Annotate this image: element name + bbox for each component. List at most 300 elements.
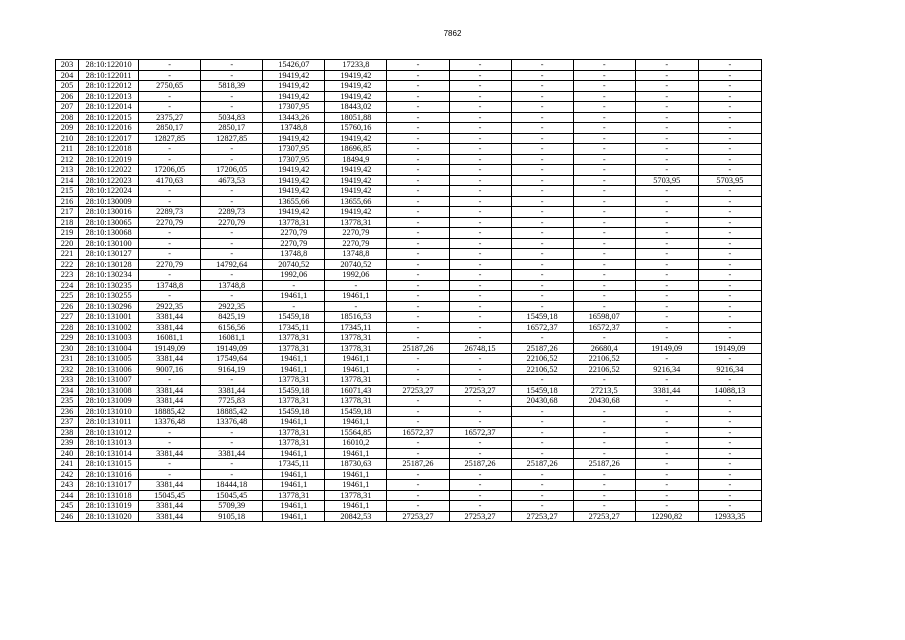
table-row (56, 280, 762, 291)
cell-value-col-4: 3381,44 (201, 385, 263, 396)
cell-cadastral-number: 28:10:131002 (79, 322, 139, 333)
cell-value-col-7: - (387, 112, 449, 123)
cell-value-col-3: 3381,44 (139, 354, 201, 365)
cell-value-col-8: - (449, 175, 511, 186)
cadastral-value-table (55, 59, 762, 522)
table-row (56, 228, 762, 239)
cell-value-col-6: 13778,31 (325, 396, 387, 407)
cell-value-col-3: 2922,35 (139, 301, 201, 312)
cell-value-col-3: 3381,44 (139, 385, 201, 396)
cell-value-col-5: 13778,31 (263, 427, 325, 438)
cell-value-col-9: - (511, 175, 573, 186)
cell-value-col-12: 12933,35 (698, 511, 761, 522)
cell-cadastral-number: 28:10:131016 (79, 469, 139, 480)
cell-value-col-10: - (573, 259, 635, 270)
cell-value-col-8: - (449, 186, 511, 197)
cell-value-col-11: - (635, 301, 698, 312)
cell-value-col-9: - (511, 91, 573, 102)
cell-value-col-12: - (698, 60, 761, 71)
cell-cadastral-number: 28:10:131007 (79, 375, 139, 386)
cell-value-col-9: - (511, 144, 573, 155)
cell-value-col-7: - (387, 196, 449, 207)
cell-value-col-4: 9105,18 (201, 511, 263, 522)
cell-value-col-12: - (698, 427, 761, 438)
cell-value-col-10: - (573, 102, 635, 113)
cell-value-col-5: 19461,1 (263, 364, 325, 375)
cell-value-col-9: - (511, 112, 573, 123)
cell-value-col-4: 3381,44 (201, 448, 263, 459)
cell-row-number: 231 (56, 354, 79, 365)
cell-value-col-11: - (635, 60, 698, 71)
table-row (56, 186, 762, 197)
cell-value-col-11: - (635, 259, 698, 270)
table-row (56, 270, 762, 281)
cell-value-col-6: 19419,42 (325, 186, 387, 197)
cell-cadastral-number: 28:10:131009 (79, 396, 139, 407)
cell-value-col-4: - (201, 186, 263, 197)
cell-value-col-9: 27253,27 (511, 511, 573, 522)
cell-value-col-5: 19461,1 (263, 469, 325, 480)
cell-value-col-7: - (387, 238, 449, 249)
cell-value-col-4: 8425,19 (201, 312, 263, 323)
cell-value-col-11: - (635, 427, 698, 438)
cell-value-col-4: - (201, 459, 263, 470)
cell-row-number: 243 (56, 480, 79, 491)
cell-row-number: 238 (56, 427, 79, 438)
cell-value-col-10: - (573, 375, 635, 386)
cell-value-col-12: - (698, 291, 761, 302)
cell-value-col-11: - (635, 417, 698, 428)
table-row (56, 102, 762, 113)
cell-cadastral-number: 28:10:131001 (79, 312, 139, 323)
cell-cadastral-number: 28:10:131012 (79, 427, 139, 438)
cell-value-col-8: - (449, 480, 511, 491)
cell-value-col-3: 2289,73 (139, 207, 201, 218)
table-row (56, 144, 762, 155)
cell-value-col-4: 18444,18 (201, 480, 263, 491)
cell-value-col-8: - (449, 280, 511, 291)
cell-value-col-12: 19149,09 (698, 343, 761, 354)
cell-value-col-8: - (449, 322, 511, 333)
cell-value-col-5: 2270,79 (263, 238, 325, 249)
cell-value-col-5: 19461,1 (263, 417, 325, 428)
cell-value-col-6: 19461,1 (325, 469, 387, 480)
cell-value-col-7: 27253,27 (387, 511, 449, 522)
cell-value-col-12: - (698, 438, 761, 449)
cell-value-col-8: - (449, 144, 511, 155)
cell-value-col-5: 19419,42 (263, 91, 325, 102)
cell-row-number: 214 (56, 175, 79, 186)
cell-value-col-4: 6156,56 (201, 322, 263, 333)
cell-value-col-9: - (511, 427, 573, 438)
cell-value-col-5: - (263, 301, 325, 312)
cell-value-col-10: - (573, 448, 635, 459)
cell-value-col-9: 22106,52 (511, 354, 573, 365)
cell-value-col-5: 19419,42 (263, 175, 325, 186)
cell-cadastral-number: 28:10:131005 (79, 354, 139, 365)
table-row (56, 480, 762, 491)
table-row (56, 175, 762, 186)
cell-value-col-12: - (698, 270, 761, 281)
cell-value-col-3: 2375,27 (139, 112, 201, 123)
cell-value-col-10: - (573, 427, 635, 438)
cell-value-col-4: 2289,73 (201, 207, 263, 218)
cell-value-col-10: - (573, 291, 635, 302)
cell-value-col-8: - (449, 490, 511, 501)
cell-value-col-6: 15564,85 (325, 427, 387, 438)
cell-value-col-11: - (635, 217, 698, 228)
cell-row-number: 228 (56, 322, 79, 333)
cell-value-col-8: - (449, 270, 511, 281)
cell-value-col-3: 3381,44 (139, 448, 201, 459)
cell-value-col-4: - (201, 154, 263, 165)
cell-row-number: 246 (56, 511, 79, 522)
cell-value-col-7: - (387, 469, 449, 480)
cell-value-col-8: - (449, 123, 511, 134)
cell-row-number: 205 (56, 81, 79, 92)
cell-cadastral-number: 28:10:122013 (79, 91, 139, 102)
cell-value-col-7: - (387, 144, 449, 155)
cell-value-col-9: 15459,18 (511, 312, 573, 323)
cell-value-col-5: 17345,11 (263, 459, 325, 470)
cell-value-col-10: - (573, 501, 635, 512)
cell-cadastral-number: 28:10:130068 (79, 228, 139, 239)
cell-value-col-10: - (573, 280, 635, 291)
cell-value-col-4: 5818,39 (201, 81, 263, 92)
cell-value-col-9: - (511, 123, 573, 134)
cell-value-col-9: - (511, 207, 573, 218)
cell-value-col-6: 20740,52 (325, 259, 387, 270)
cell-value-col-11: 12290,82 (635, 511, 698, 522)
cell-value-col-5: 13443,26 (263, 112, 325, 123)
cell-value-col-4: - (201, 91, 263, 102)
cell-value-col-5: 17307,95 (263, 102, 325, 113)
table-row (56, 259, 762, 270)
cell-value-col-12: - (698, 165, 761, 176)
cell-value-col-4: 5034,83 (201, 112, 263, 123)
cell-row-number: 233 (56, 375, 79, 386)
cell-value-col-5: 13778,31 (263, 490, 325, 501)
cell-value-col-9: - (511, 490, 573, 501)
table-row (56, 154, 762, 165)
cell-value-col-6: 19461,1 (325, 417, 387, 428)
cell-value-col-3: - (139, 375, 201, 386)
cell-value-col-5: - (263, 280, 325, 291)
cell-value-col-3: 3381,44 (139, 501, 201, 512)
cell-value-col-9: - (511, 280, 573, 291)
cell-value-col-12: - (698, 322, 761, 333)
cell-value-col-10: - (573, 469, 635, 480)
cell-value-col-7: - (387, 448, 449, 459)
cell-value-col-3: 9007,16 (139, 364, 201, 375)
cell-value-col-9: 16572,37 (511, 322, 573, 333)
cell-value-col-3: 3381,44 (139, 396, 201, 407)
cell-value-col-10: - (573, 123, 635, 134)
cell-value-col-5: 13655,66 (263, 196, 325, 207)
cell-value-col-8: - (449, 238, 511, 249)
cell-value-col-7: - (387, 175, 449, 186)
table-row (56, 91, 762, 102)
cell-row-number: 212 (56, 154, 79, 165)
cell-value-col-7: - (387, 364, 449, 375)
cell-value-col-4: - (201, 375, 263, 386)
cell-value-col-4: 5709,39 (201, 501, 263, 512)
cell-value-col-3: 19149,09 (139, 343, 201, 354)
cell-value-col-7: - (387, 291, 449, 302)
cell-value-col-5: 13748,8 (263, 123, 325, 134)
cell-value-col-10: 27213,5 (573, 385, 635, 396)
cell-value-col-10: - (573, 60, 635, 71)
cell-value-col-11: - (635, 112, 698, 123)
cell-value-col-4: - (201, 238, 263, 249)
cell-value-col-6: 18494,9 (325, 154, 387, 165)
cell-cadastral-number: 28:10:130065 (79, 217, 139, 228)
cell-value-col-3: 13748,8 (139, 280, 201, 291)
cell-value-col-9: 22106,52 (511, 364, 573, 375)
cell-value-col-11: - (635, 490, 698, 501)
table-row (56, 469, 762, 480)
cell-value-col-6: 13778,31 (325, 375, 387, 386)
table-row (56, 448, 762, 459)
cell-value-col-10: - (573, 217, 635, 228)
cell-value-col-7: - (387, 165, 449, 176)
cell-value-col-5: 2270,79 (263, 228, 325, 239)
cell-value-col-9: - (511, 60, 573, 71)
cell-value-col-8: - (449, 81, 511, 92)
cell-value-col-4: 2922,35 (201, 301, 263, 312)
cell-value-col-12: - (698, 154, 761, 165)
cell-value-col-11: - (635, 322, 698, 333)
cell-row-number: 203 (56, 60, 79, 71)
cell-value-col-3: - (139, 459, 201, 470)
cell-value-col-9: 25187,26 (511, 459, 573, 470)
cell-cadastral-number: 28:10:131019 (79, 501, 139, 512)
table-row (56, 249, 762, 260)
cell-value-col-3: 3381,44 (139, 322, 201, 333)
cell-value-col-12: - (698, 249, 761, 260)
cell-row-number: 236 (56, 406, 79, 417)
cell-value-col-7: - (387, 102, 449, 113)
table-row (56, 291, 762, 302)
cell-value-col-3: - (139, 249, 201, 260)
cell-value-col-10: 26680,4 (573, 343, 635, 354)
cell-value-col-10: - (573, 228, 635, 239)
cell-value-col-12: - (698, 91, 761, 102)
cell-value-col-7: - (387, 322, 449, 333)
cell-value-col-12: - (698, 259, 761, 270)
cell-value-col-6: 17233,8 (325, 60, 387, 71)
cell-value-col-11: - (635, 70, 698, 81)
cell-value-col-6: - (325, 280, 387, 291)
cell-value-col-5: 13778,31 (263, 396, 325, 407)
cell-value-col-5: 17307,95 (263, 154, 325, 165)
cell-value-col-10: 16572,37 (573, 322, 635, 333)
cell-value-col-7: - (387, 91, 449, 102)
cell-cadastral-number: 28:10:130235 (79, 280, 139, 291)
cell-value-col-10: - (573, 438, 635, 449)
cell-value-col-10: - (573, 249, 635, 260)
cell-value-col-8: - (449, 333, 511, 344)
cell-value-col-4: - (201, 102, 263, 113)
cell-row-number: 219 (56, 228, 79, 239)
cell-value-col-9: - (511, 448, 573, 459)
cell-value-col-12: - (698, 375, 761, 386)
cell-value-col-5: 19461,1 (263, 291, 325, 302)
cell-value-col-8: - (449, 417, 511, 428)
cell-value-col-10: - (573, 301, 635, 312)
cell-value-col-3: - (139, 154, 201, 165)
cell-value-col-7: - (387, 207, 449, 218)
cell-value-col-3: - (139, 238, 201, 249)
cell-value-col-3: - (139, 270, 201, 281)
cell-value-col-12: - (698, 406, 761, 417)
cell-value-col-11: - (635, 144, 698, 155)
cell-cadastral-number: 28:10:131015 (79, 459, 139, 470)
cell-cadastral-number: 28:10:122023 (79, 175, 139, 186)
cell-row-number: 204 (56, 70, 79, 81)
cell-value-col-9: - (511, 501, 573, 512)
cell-value-col-6: 19461,1 (325, 354, 387, 365)
cell-value-col-10: - (573, 238, 635, 249)
cell-value-col-8: - (449, 375, 511, 386)
cell-value-col-4: - (201, 438, 263, 449)
cell-value-col-7: 25187,26 (387, 343, 449, 354)
cell-value-col-4: 17549,64 (201, 354, 263, 365)
cell-value-col-8: 27253,27 (449, 511, 511, 522)
cell-value-col-4: - (201, 60, 263, 71)
cell-value-col-8: - (449, 165, 511, 176)
cell-cadastral-number: 28:10:130127 (79, 249, 139, 260)
table-body (56, 60, 762, 522)
cell-value-col-10: 20430,68 (573, 396, 635, 407)
cell-value-col-5: 19461,1 (263, 480, 325, 491)
cell-value-col-12: - (698, 459, 761, 470)
cell-value-col-5: 13778,31 (263, 343, 325, 354)
cell-value-col-8: 27253,27 (449, 385, 511, 396)
cell-value-col-10: 22106,52 (573, 364, 635, 375)
cell-value-col-12: - (698, 448, 761, 459)
cell-value-col-11: - (635, 396, 698, 407)
cell-value-col-7: - (387, 81, 449, 92)
cell-value-col-8: - (449, 196, 511, 207)
cell-value-col-12: - (698, 501, 761, 512)
cell-value-col-4: 19149,09 (201, 343, 263, 354)
cell-value-col-4: 17206,05 (201, 165, 263, 176)
cell-value-col-9: - (511, 259, 573, 270)
table-row (56, 133, 762, 144)
cell-value-col-9: - (511, 217, 573, 228)
cell-value-col-3: - (139, 102, 201, 113)
cell-value-col-4: 16081,1 (201, 333, 263, 344)
table-row (56, 427, 762, 438)
cell-value-col-9: - (511, 238, 573, 249)
cell-value-col-11: - (635, 406, 698, 417)
cell-value-col-8: - (449, 438, 511, 449)
cell-value-col-8: - (449, 301, 511, 312)
cell-value-col-6: 19419,42 (325, 91, 387, 102)
cell-value-col-7: - (387, 501, 449, 512)
cell-value-col-12: - (698, 333, 761, 344)
cell-value-col-5: 19419,42 (263, 165, 325, 176)
cell-cadastral-number: 28:10:131020 (79, 511, 139, 522)
cell-cadastral-number: 28:10:122024 (79, 186, 139, 197)
cell-value-col-9: - (511, 291, 573, 302)
cell-cadastral-number: 28:10:130128 (79, 259, 139, 270)
cell-value-col-9: - (511, 406, 573, 417)
table-row (56, 459, 762, 470)
cell-value-col-9: - (511, 102, 573, 113)
cell-row-number: 225 (56, 291, 79, 302)
cell-row-number: 218 (56, 217, 79, 228)
cell-value-col-8: - (449, 154, 511, 165)
page-number: 7862 (443, 29, 462, 38)
table-row (56, 207, 762, 218)
cell-value-col-12: - (698, 312, 761, 323)
cell-value-col-10: - (573, 406, 635, 417)
cell-value-col-3: 3381,44 (139, 480, 201, 491)
cell-value-col-7: - (387, 60, 449, 71)
cell-value-col-7: - (387, 270, 449, 281)
cell-value-col-11: - (635, 354, 698, 365)
cell-value-col-8: - (449, 501, 511, 512)
cell-value-col-4: - (201, 249, 263, 260)
cell-value-col-5: 19419,42 (263, 133, 325, 144)
cell-value-col-3: - (139, 70, 201, 81)
cell-value-col-6: 13778,31 (325, 343, 387, 354)
table-row (56, 165, 762, 176)
cell-cadastral-number: 28:10:122010 (79, 60, 139, 71)
cell-value-col-8: - (449, 354, 511, 365)
cell-value-col-6: 18443,02 (325, 102, 387, 113)
table-row (56, 238, 762, 249)
cell-value-col-12: - (698, 112, 761, 123)
cell-value-col-9: - (511, 70, 573, 81)
cell-value-col-3: 16081,1 (139, 333, 201, 344)
cell-value-col-5: 20740,52 (263, 259, 325, 270)
cell-value-col-7: - (387, 217, 449, 228)
cell-value-col-11: - (635, 123, 698, 134)
cell-value-col-3: 2750,65 (139, 81, 201, 92)
cell-value-col-10: - (573, 417, 635, 428)
cell-value-col-8: - (449, 291, 511, 302)
cell-cadastral-number: 28:10:122022 (79, 165, 139, 176)
cell-row-number: 210 (56, 133, 79, 144)
cell-value-col-12: - (698, 217, 761, 228)
cell-value-col-9: - (511, 186, 573, 197)
cell-value-col-11: - (635, 280, 698, 291)
cell-value-col-6: 2270,79 (325, 228, 387, 239)
cell-value-col-8: - (449, 133, 511, 144)
cell-value-col-4: 2270,79 (201, 217, 263, 228)
table-row (56, 81, 762, 92)
table-row (56, 406, 762, 417)
cell-value-col-5: 13778,31 (263, 217, 325, 228)
cell-value-col-11: - (635, 186, 698, 197)
cell-value-col-3: - (139, 427, 201, 438)
cell-cadastral-number: 28:10:122017 (79, 133, 139, 144)
cell-value-col-3: - (139, 228, 201, 239)
cell-value-col-3: - (139, 60, 201, 71)
cell-value-col-6: 15459,18 (325, 406, 387, 417)
cell-value-col-8: - (449, 228, 511, 239)
cell-cadastral-number: 28:10:131013 (79, 438, 139, 449)
cell-value-col-11: - (635, 154, 698, 165)
cell-value-col-4: 9164,19 (201, 364, 263, 375)
cell-value-col-12: - (698, 490, 761, 501)
cell-value-col-12: - (698, 417, 761, 428)
cell-value-col-3: - (139, 291, 201, 302)
cell-value-col-4: 2850,17 (201, 123, 263, 134)
